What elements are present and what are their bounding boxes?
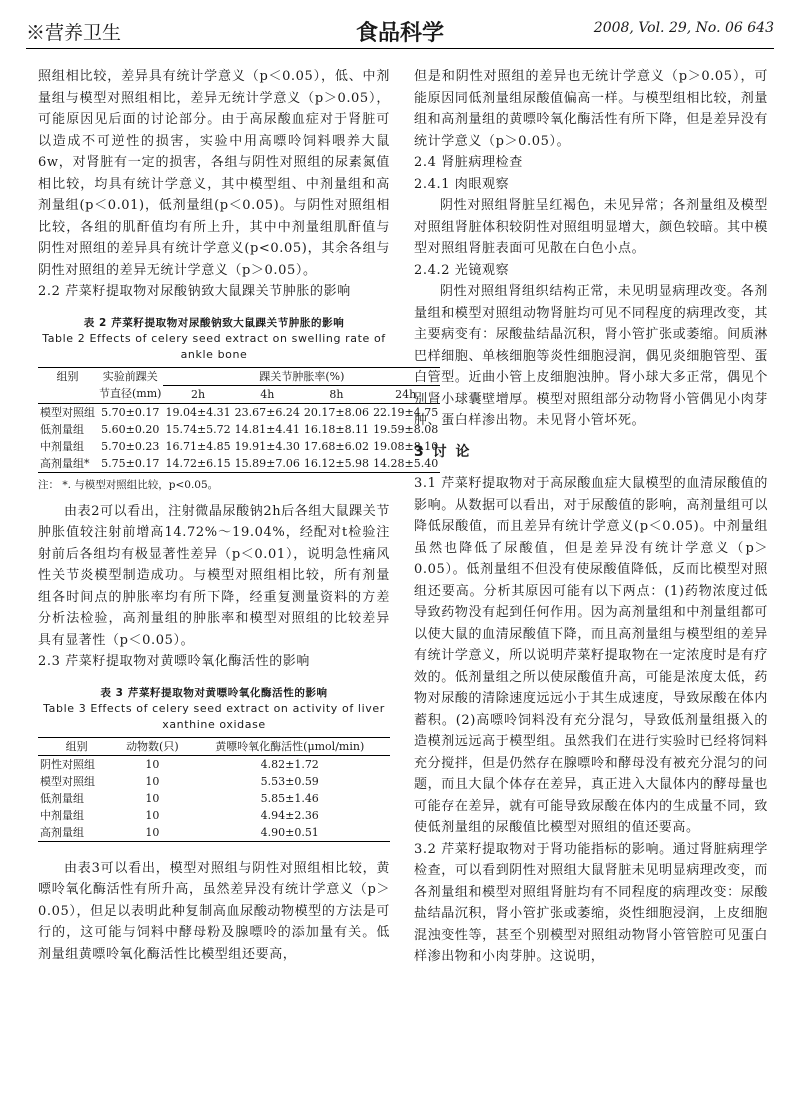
paragraph: 阴性对照组肾脏呈红褐色，未见异常；各剂量组及模型对照组肾脏体积较阴性对照组明显增大，颜色较暗。其中模型对照组肾脏表面可见散在白色小点。 (414, 198, 768, 256)
table-header: 黄嘌呤氧化酶活性(μmol/min) (215, 739, 365, 753)
table-cell: 模型对照组 (40, 405, 95, 419)
table-cell: 20.17±8.06 (303, 405, 370, 419)
table2-caption-zh: 表 2 芹菜籽提取物对尿酸钠致大鼠踝关节肿胀的影响 (83, 316, 345, 329)
table-row (38, 807, 390, 824)
table-cell: 低剂量组 (40, 791, 84, 805)
table-cell: 16.18±8.11 (303, 422, 370, 436)
paragraph: 照组相比较，差异具有统计学意义（p＜0.05），低、中剂量组与模型对照组相比，差异无统计学意义（p＞0.05），可能原因见后面的讨论部分。由于高尿酸血症对于肾脏可以造成不可逆性的损害，实验中用高嘌呤饲料喂养大鼠6w，对肾脏有一定的损害，各组与阴性对照组的尿素氮值相比较，均具有统计学意义，其中模型组、中剂量组和高剂量组(p＜0.01)，低剂量组(p＜0.05)。与阴性对照组相比较，各组的肌酐值均有所上升，其中中剂量组肌酐值与阴性对照组的差异具有统计学意义(p<0.05)，其余各组与阴性对照组的差异无统计学意义（p＞0.05）。 (38, 69, 390, 278)
table-cell: 阴性对照组 (40, 757, 95, 771)
table-row (38, 421, 440, 438)
table3-caption (38, 685, 390, 733)
table-cell: 22.19±4.75 (373, 405, 439, 419)
paragraph: 3.2 芹菜籽提取物对于肾功能指标的影响。通过肾脏病理学检查，可以看到阴性对照组大鼠肾脏未见明显病理改变，而各剂量组和模型对照组肾脏均有不同程度的病理改变：尿酸盐结晶沉积，肾小管扩张或萎缩，炎性细胞浸润，上皮细胞混浊变性等，甚至个别模型对照组动物肾小管管腔可见蛋白样渗出物和小肉芽肿。这说明， (414, 841, 768, 964)
table-header: 踝关节肿胀率(%) (163, 367, 440, 385)
table2-note: 注： *. 与模型对照组比较，p<0.05。 (38, 478, 219, 491)
table-header: 实验前踝关 (102, 369, 158, 383)
table-header: 8h (329, 387, 344, 401)
table-header: 动物数(只) (126, 739, 179, 753)
table-header: 组别 (65, 739, 88, 753)
issue-info: 2008, Vol. 29, No. 06 643 (593, 20, 774, 36)
table-cell: 19.08±8.10 (373, 439, 439, 453)
table-cell: 低剂量组 (40, 422, 84, 436)
table-row (38, 824, 390, 842)
section-heading-2-4-2: 2.4.2 光镜观察 (414, 262, 510, 278)
table-cell: 5.75±0.17 (101, 456, 160, 470)
table-row (38, 438, 440, 455)
journal-title: 食品科学 (355, 21, 444, 46)
table-row (38, 455, 440, 473)
table-cell: 4.94±2.36 (260, 808, 319, 822)
paragraph: 由表2可以看出，注射微晶尿酸钠2h后各组大鼠踝关节肿胀值较注射前增高14.72%～19.04%，经配对t检验注射前后各组均有极显著性差异（p＜0.01），说明急性痛风性关节炎模型制造成功。与模型对照组相比较，所有剂量组各时间点的肿胀率均有所下降，经重复测量资料的方差分析法检验，高剂量组的肿胀率和模型对照组的比较差异具有显著性（p＜0.05）。 (38, 503, 390, 648)
table2-caption (38, 315, 390, 363)
table-cell: 中剂量组 (40, 808, 84, 822)
table-row (38, 790, 390, 807)
table-cell: 10 (145, 825, 160, 839)
right-column (414, 66, 768, 968)
table-cell: 16.71±4.85 (165, 439, 231, 453)
table-header: 2h (191, 387, 206, 401)
table-cell: 5.85±1.46 (260, 791, 319, 805)
table-header: 组别 (56, 369, 79, 383)
table-cell: 中剂量组 (40, 439, 84, 453)
table-cell: 5.60±0.20 (101, 422, 160, 436)
table-cell: 14.72±6.15 (165, 456, 231, 470)
paragraph: 但是和阴性对照组的差异也无统计学意义（p＞0.05），可能原因同低剂量组尿酸值偏高一样。与模型组相比较，剂量组和高剂量组的黄嘌呤氧化酶活性有所下降，但是差异没有统计学意义（p＞0.05）。 (414, 69, 768, 149)
paragraph: 阴性对照组肾组织结构正常，未见明显病理改变。各剂量组和模型对照组动物肾脏均可见不同程度的病理改变，其主要病变有：尿酸盐结晶沉积，肾小管扩张或萎缩。间质淋巴样细胞、单核细胞等炎性细胞浸润，偶见炎细胞管型、蛋白管型。近曲小管上皮细胞浊肿。肾小球大多正常，偶见个别肾小球囊壁增厚。模型对照组部分动物肾小管偶见小肉芽肿、蛋白样渗出物。未见肾小管坏死。 (414, 284, 768, 428)
table3-caption-zh: 表 3 芹菜籽提取物对黄嘌呤氧化酶活性的影响 (100, 686, 328, 699)
section-heading-3: 3 讨 论 (414, 443, 472, 460)
table-cell: 23.67±6.24 (234, 405, 300, 419)
table-cell: 5.70±0.23 (101, 439, 160, 453)
table-cell: 16.12±5.98 (303, 456, 370, 470)
table-cell: 14.28±5.40 (373, 456, 439, 470)
table-cell: 19.04±4.31 (165, 405, 231, 419)
section-heading-2-2: 2.2 芹菜籽提取物对尿酸钠致大鼠踝关节肿胀的影响 (38, 284, 351, 299)
table-cell: 10 (145, 774, 160, 788)
table-cell: 模型对照组 (40, 774, 95, 788)
section-label: ※营养卫生 (26, 22, 122, 44)
table-header: 节直径(mm) (99, 387, 162, 401)
table-row (38, 403, 440, 421)
table-cell: 19.59±8.08 (373, 422, 439, 436)
table-cell: 15.74±5.72 (165, 422, 231, 436)
table-cell: 4.90±0.51 (260, 825, 319, 839)
table-cell: 10 (145, 757, 160, 771)
table-cell: 5.70±0.17 (101, 405, 160, 419)
table3-caption-en: Table 3 Effects of celery seed extract on activity of liver xanthine oxidase (43, 701, 385, 731)
section-heading-2-4-1: 2.4.1 肉眼观察 (414, 176, 510, 192)
table-cell: 高剂量组* (40, 456, 90, 470)
table-cell: 10 (145, 808, 160, 822)
table2 (38, 367, 440, 473)
table-header: 4h (260, 387, 275, 401)
table-cell: 4.82±1.72 (260, 757, 319, 771)
table-cell: 15.89±7.06 (234, 456, 300, 470)
table-header: 24h (395, 387, 417, 401)
table3 (38, 737, 390, 842)
table-cell: 17.68±6.02 (303, 439, 370, 453)
paragraph: 由表3可以看出，模型对照组与阴性对照组相比较，黄嘌呤氧化酶活性有所升高，虽然差异没有统计学意义（p＞0.05），但足以表明此种复制高血尿酸动物模型的方法是可行的，这可能与饲料中酵母粉及腺嘌呤的添加量有关。低剂量组黄嘌呤氧化酶活性比模型组还要高， (38, 860, 390, 962)
table-row (38, 755, 390, 773)
table-cell: 14.81±4.41 (234, 422, 300, 436)
section-heading-2-4: 2.4 肾脏病理检查 (414, 155, 523, 170)
table-cell: 5.53±0.59 (260, 774, 319, 788)
table-cell: 10 (145, 791, 160, 805)
table-cell: 高剂量组 (40, 825, 84, 839)
section-heading-2-3: 2.3 芹菜籽提取物对黄嘌呤氧化酶活性的影响 (38, 654, 311, 669)
table2-caption-en: Table 2 Effects of celery seed extract on swelling rate of ankle bone (42, 331, 386, 361)
paragraph: 3.1 芹菜籽提取物对于高尿酸血症大鼠模型的血清尿酸值的影响。从数据可以看出，对于尿酸值的影响，高剂量组可以降低尿酸值，而且差异有统计学意义(p＜0.05)。中剂量组虽然也降低了尿酸值，但是差异没有统计学意义（p＞0.05）。低剂量组不但没有使尿酸值降低，反而比模型对照组还要高。分析其原因可能有以下两点：(1)药物浓度过低导致药物没有起到任何作用。因为高剂量组和中剂量组都可以使大鼠的血清尿酸值下降，而且高剂量组与模型组的差异有统计学意义，所以说明芹菜籽提取物在一定浓度时是有疗效的。低剂量组之所以使尿酸值升高，可能是浓度太低，药物对尿酸的清除速度远远小于其生成速度，导致尿酸在体内蓄积。(2)高嘌呤饲料没有充分混匀，导致低剂量组摄入的造模剂远远高于模型组。虽然我们在进行实验时已经将饲料充分搅拌，但是仍然存在腺嘌呤和酵母没有被充分混匀的问题，而且大鼠个体存在差异，真正进入大鼠体内的酵母量也可能存在差异，就有可能导致尿酸在体内的生成量不同，致使低剂量组的尿酸值比模型对照组的值还要高。 (414, 476, 768, 835)
table-row (38, 773, 390, 790)
header-rule (26, 48, 774, 49)
left-column (38, 66, 439, 965)
table-cell: 19.91±4.30 (234, 439, 300, 453)
page-header (26, 10, 774, 44)
